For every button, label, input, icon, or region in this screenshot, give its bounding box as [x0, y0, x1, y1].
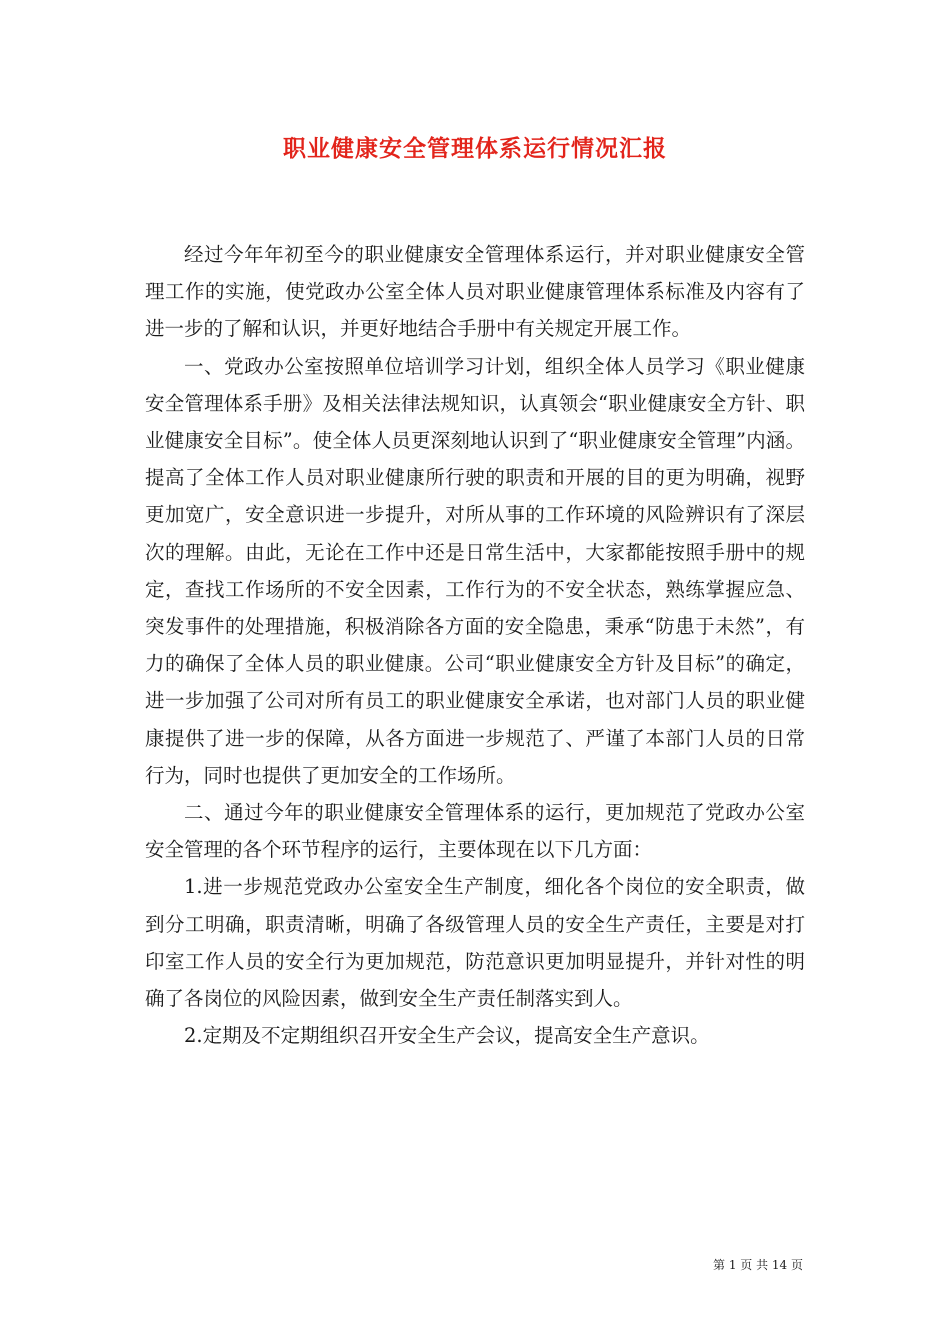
- document-title: 职业健康安全管理体系运行情况汇报: [283, 135, 667, 162]
- paragraph-item-2: 2.定期及不定期组织召开安全生产会议，提高安全生产意识。: [184, 1024, 710, 1048]
- paragraph-intro: 经过今年年初至今的职业健康安全管理体系运行，并对职业健康安全管理工作的实施，使党政办公室全体人员对职业健康管理体系标准及内容有了进一步的了解和认识，并更好地结合手册中有关规定开展工作。: [145, 243, 805, 341]
- paragraph-item-1: 1.进一步规范党政办公室安全生产制度，细化各个岗位的安全职责，做到分工明确，职责清晰，明确了各级管理人员的安全生产责任，主要是对打印室工作人员的安全行为更加规范，防范意识更加明显提升，并针对性的明确了各岗位的风险因素，做到安全生产责任制落实到人。: [145, 875, 805, 1011]
- paragraph-section-2: 二、通过今年的职业健康安全管理体系的运行，更加规范了党政办公室安全管理的各个环节程序的运行，主要体现在以下几方面：: [145, 801, 805, 862]
- page-number-footer: 第 1 页 共 14 页: [713, 1258, 803, 1272]
- document-body: [145, 236, 805, 1054]
- paragraph-section-1: 一、党政办公室按照单位培训学习计划，组织全体人员学习《职业健康安全管理体系手册》及相关法律法规知识，认真领会“职业健康安全方针、职业健康安全目标”。使全体人员更深刻地认识到了“职业健康安全管理”内涵。提高了全体工作人员对职业健康所行驶的职责和开展的目的更为明确，视野更加宽广，安全意识进一步提升，对所从事的工作环境的风险辨识有了深层次的理解。由此，无论在工作中还是日常生活中，大家都能按照手册中的规定，查找工作场所的不安全因素，工作行为的不安全状态，熟练掌握应急、突发事件的处理措施，积极消除各方面的安全隐患，秉承“防患于未然”，有力的确保了全体人员的职业健康。公司“职业健康安全方针及目标”的确定，进一步加强了公司对所有员工的职业健康安全承诺，也对部门人员的职业健康提供了进一步的保障，从各方面进一步规范了、严谨了本部门人员的日常行为，同时也提供了更加安全的工作场所。: [145, 354, 805, 787]
